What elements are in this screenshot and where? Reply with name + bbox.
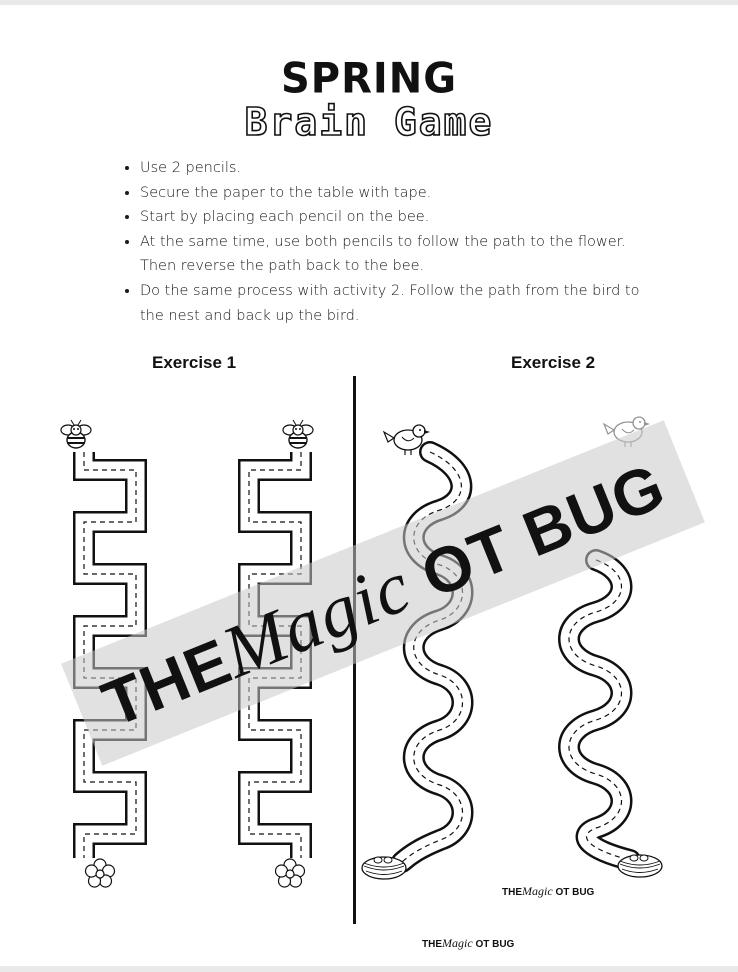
nest-icon <box>618 855 662 877</box>
watermark-suffix: OT BUG <box>411 448 675 612</box>
flower-icon <box>86 859 115 887</box>
footer-suffix: OT BUG <box>475 939 515 950</box>
exercise-2-heading: Exercise 2 <box>511 353 596 372</box>
flower-icon <box>276 859 305 887</box>
bee-icon <box>283 420 313 448</box>
footer-credit <box>422 936 514 951</box>
credit-prefix: THE <box>502 887 522 898</box>
brand-credit <box>502 884 594 899</box>
watermark-prefix: THE <box>92 624 241 740</box>
instruction-item: • Start by placing each pencil on the bee. <box>140 205 640 230</box>
instruction-item: • Use 2 pencils. <box>140 156 640 181</box>
page-bottom-edge <box>0 966 738 972</box>
instruction-item: • Secure the paper to the table with tape. <box>140 181 640 206</box>
credit-script: Magic <box>522 884 553 898</box>
instruction-item: • Do the same process with activity 2. Follow the path from the bird to the nest and back up the bird. <box>140 279 640 328</box>
footer-prefix: THE <box>422 939 442 950</box>
watermark-script: Magic <box>211 544 422 694</box>
credit-suffix: OT BUG <box>555 887 595 898</box>
bee-icon <box>61 420 91 448</box>
exercise-1-heading: Exercise 1 <box>152 353 237 372</box>
page-title: SPRING <box>280 54 458 104</box>
page-subtitle: Brain Game <box>244 100 494 144</box>
instruction-item: • At the same time, use both pencils to follow the path to the flower. Then reverse the path back to the bee. <box>140 230 640 279</box>
nest-icon <box>362 857 406 879</box>
footer-script: Magic <box>442 936 473 950</box>
maze-path-2b[interactable] <box>569 560 630 860</box>
